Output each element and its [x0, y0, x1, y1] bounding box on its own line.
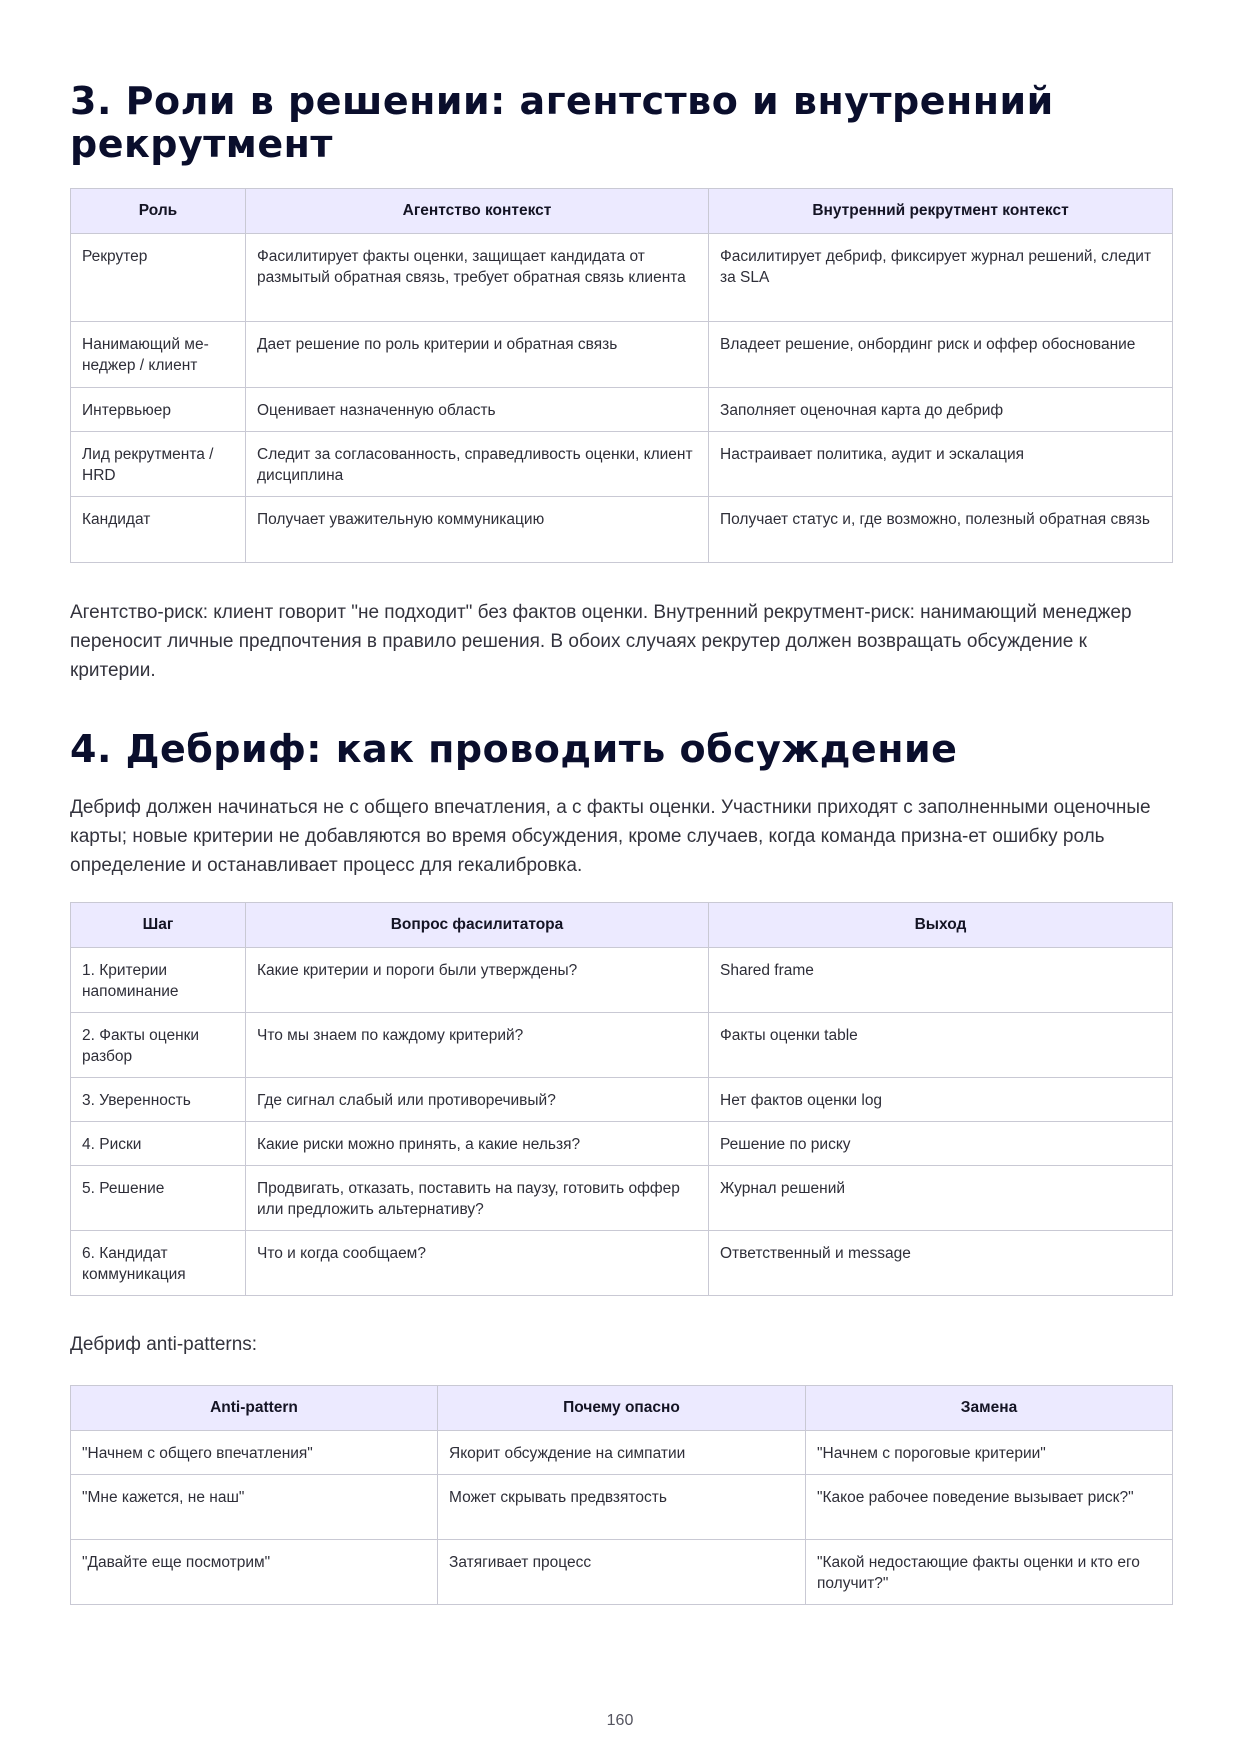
table-row	[71, 1078, 1173, 1122]
column-header: Замена	[806, 1386, 1173, 1431]
column-header: Шаг	[71, 903, 246, 948]
table-cell: Какие риски можно принять, а какие нельзя?	[246, 1122, 709, 1166]
table-cell: Владеет решение, онбординг риск и оффер обоснование	[709, 322, 1173, 388]
table-cell: Затягивает процесс	[438, 1540, 806, 1605]
column-header: Агентство контекст	[246, 189, 709, 234]
table-cell: 2. Факты оценки разбор	[71, 1013, 246, 1078]
table-row	[71, 1231, 1173, 1296]
table-cell: "Давайте еще посмотрим"	[71, 1540, 438, 1605]
table-row	[71, 388, 1173, 432]
table-row	[71, 948, 1173, 1013]
table-cell: Интервьюер	[71, 388, 246, 432]
column-header: Выход	[709, 903, 1173, 948]
page-number: 160	[606, 1712, 634, 1729]
table-row	[71, 1166, 1173, 1231]
table-row	[71, 432, 1173, 497]
table-cell: Shared frame	[709, 948, 1173, 1013]
table-cell: Настраивает политика, аудит и эскалация	[709, 432, 1173, 497]
table-cell: Фасилитирует дебриф, фиксирует журнал решений, следит за SLA	[709, 234, 1173, 322]
table-cell: Дает решение по роль критерии и обратная связь	[246, 322, 709, 388]
table-cell: Что мы знаем по каждому критерий?	[246, 1013, 709, 1078]
table-cell: "Начнем с пороговые критерии"	[806, 1431, 1173, 1475]
table-cell: 3. Уверенность	[71, 1078, 246, 1122]
table-row	[71, 1540, 1173, 1605]
table-cell: 5. Решение	[71, 1166, 246, 1231]
table-cell: 6. Кандидат коммуникация	[71, 1231, 246, 1296]
table-cell: "Мне кажется, не наш"	[71, 1475, 438, 1540]
table-cell: 4. Риски	[71, 1122, 246, 1166]
table-header-row	[71, 189, 1173, 234]
table-cell: Заполняет оценочная карта до дебриф	[709, 388, 1173, 432]
table-header-row	[71, 903, 1173, 948]
section-4-heading: 4. Дебриф: как проводить обсуждение	[70, 727, 958, 771]
antipatterns-table	[70, 1385, 1173, 1605]
table-cell: Какие критерии и пороги были утверждены?	[246, 948, 709, 1013]
table-cell: Фасилитирует факты оценки, защищает кандидата от размытый обратная связь, требует обратная связь клиента	[246, 234, 709, 322]
table-cell: Оценивает назначенную область	[246, 388, 709, 432]
table-cell: Продвигать, отказать, поставить на паузу, готовить оффер или предложить альтернативу?	[246, 1166, 709, 1231]
table-row	[71, 497, 1173, 563]
column-header: Внутренний рекрутмент контекст	[709, 189, 1173, 234]
table-cell: Рекрутер	[71, 234, 246, 322]
table-cell: Следит за согласованность, справедливость оценки, клиент дисциплина	[246, 432, 709, 497]
table-cell: Что и когда сообщаем?	[246, 1231, 709, 1296]
column-header: Почему опасно	[438, 1386, 806, 1431]
table-cell: "Какое рабочее поведение вызывает риск?"	[806, 1475, 1173, 1540]
roles-table	[70, 188, 1173, 563]
table-cell: Якорит обсуждение на симпатии	[438, 1431, 806, 1475]
table-cell: Кандидат	[71, 497, 246, 563]
table-row	[71, 234, 1173, 322]
table-cell: "Начнем с общего впечатления"	[71, 1431, 438, 1475]
table-cell: Ответственный и message	[709, 1231, 1173, 1296]
column-header: Роль	[71, 189, 246, 234]
column-header: Вопрос фасилитатора	[246, 903, 709, 948]
table-header-row	[71, 1386, 1173, 1431]
table-cell: Решение по риску	[709, 1122, 1173, 1166]
table-cell: Получает уважительную коммуникацию	[246, 497, 709, 563]
column-header: Anti-pattern	[71, 1386, 438, 1431]
table-row	[71, 1122, 1173, 1166]
table-cell: Нет фактов оценки log	[709, 1078, 1173, 1122]
table-row	[71, 1431, 1173, 1475]
table-cell: Где сигнал слабый или противоречивый?	[246, 1078, 709, 1122]
table-cell: Может скрывать предвзятость	[438, 1475, 806, 1540]
table-cell: 1. Критерии напоминание	[71, 948, 246, 1013]
section-3-paragraph: Агентство-риск: клиент говорит "не подходит" без фактов оценки. Внутренний рекрутмент-риск: нанимающий менеджер переносит личные предпочтения в правило решения. В обоих случаях рекрутер должен возвращать обсуждение к критерии.	[70, 602, 1132, 681]
table-cell: Факты оценки table	[709, 1013, 1173, 1078]
table-cell: Лид рекрутмента / HRD	[71, 432, 246, 497]
table-row	[71, 322, 1173, 388]
table-row	[71, 1013, 1173, 1078]
section-3-heading: 3. Роли в решении: агентство и внутренний рекрутмент	[70, 79, 1054, 166]
debrief-steps-table	[70, 902, 1173, 1296]
antipatterns-label: Дебриф anti-patterns:	[70, 1334, 258, 1355]
table-cell: Журнал решений	[709, 1166, 1173, 1231]
table-row	[71, 1475, 1173, 1540]
table-cell: Нанимающий ме-неджер / клиент	[71, 322, 246, 388]
table-cell: Получает статус и, где возможно, полезный обратная связь	[709, 497, 1173, 563]
section-4-paragraph: Дебриф должен начинаться не с общего впечатления, а с факты оценки. Участники приходят с заполненными оценочные карты; новые критерии не добавляются во время обсуждения, кроме случаев, когда команда призна-ет ошибку роль определение и останавливает процесс для rекалибровка.	[70, 797, 1151, 876]
table-cell: "Какой недостающие факты оценки и кто его получит?"	[806, 1540, 1173, 1605]
